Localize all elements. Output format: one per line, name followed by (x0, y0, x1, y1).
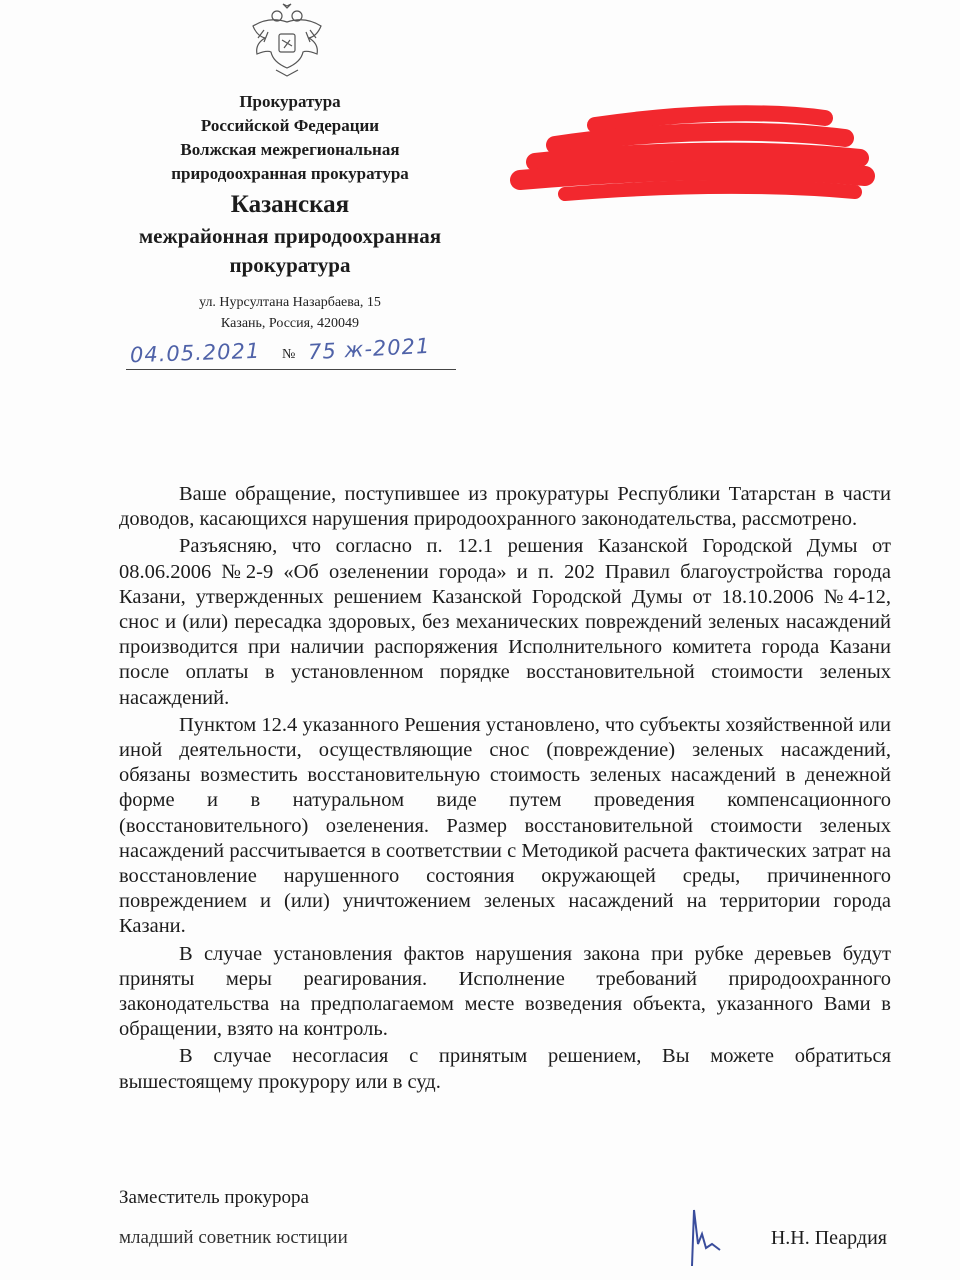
header-line-3: Волжская межрегиональная (180, 140, 400, 159)
header-line-1: Прокуратура (239, 92, 341, 111)
signature-block (119, 1186, 899, 1276)
office-subtitle-1: межрайонная природоохранная (138, 224, 442, 248)
letter-body (119, 482, 891, 1097)
paragraph-5: В случае несогласия с принятым решением, Вы можете обратиться вышестоящему прокурору или в суд. (119, 1045, 891, 1093)
registration-line (126, 335, 466, 375)
paragraph-1: Ваше обращение, поступившее из прокуратуры Республики Татарстан в части доводов, касающихся нарушения природоохранного законодательства, рассмотрено. (119, 483, 891, 531)
redaction-scribble (505, 100, 875, 210)
signatory-name: Н.Н. Пеардия (770, 1227, 887, 1249)
paragraph-3: Пунктом 12.4 указанного Решения установлено, что субъекты хозяйственной или иной деятельности, осуществляющие снос (повреждение) зеленых насаждений, обязаны возместить восстановительную стоимость зеленых насаждений в денежной форме и в натуральном виде путем проведения компенсационного (восстановительного) озеленения. Размер восстановительной стоимости зеленых насаждений рассчитывается в соответствии с Методикой расчета фактических затрат на восстановление нарушенного состояния окружающей среды, причиненного повреждением и (или) уничтожением зеленых насаждений на территории города Казани. (119, 713, 891, 938)
office-subtitle-2: прокуратура (229, 253, 351, 277)
header-line-2: Российской Федерации (200, 116, 380, 135)
coat-of-arms-emblem (244, 2, 330, 78)
paragraph-4: В случае установления фактов нарушения закона при рубке деревьев будут приняты меры реагирования. Исполнение требований природоохранного законодательства на предполагаемом месте возведения объекта, указанного Вами в обращении, взято на контроль. (119, 942, 891, 1041)
registration-number-label: № (282, 347, 296, 362)
registration-number: 75 ж-2021 (307, 333, 431, 365)
registration-date: 04.05.2021 (129, 338, 261, 368)
office-name: Казанская (230, 191, 350, 218)
header-line-4: природоохранная прокуратура (171, 164, 409, 183)
registration-underline (126, 369, 456, 370)
paragraph-2: Разъясняю, что согласно п. 12.1 решения Казанской Городской Думы от 08.06.2006 №2-9 «Об озеленении города» и п. 202 Правил благоустройства города Казани, утвержденных решением Казанской Городской Думы от 18.10.2006 №4-12, снос и (или) пересадка здоровых, без механических повреждений зеленых насаждений производится при наличии распоряжения Исполнительного комитета города Казани после оплаты в установленном порядке восстановительной стоимости зеленых насаждений. (119, 535, 891, 709)
office-address (160, 292, 420, 334)
signatory-rank: младший советник юстиции (119, 1227, 348, 1248)
prosecutor-office-header (100, 90, 480, 280)
address-city: Казань, Россия, 420049 (220, 316, 360, 331)
handwritten-signature (684, 1204, 744, 1268)
signatory-position: Заместитель прокурора (119, 1187, 309, 1208)
address-street: ул. Нурсултана Назарбаева, 15 (199, 295, 381, 310)
